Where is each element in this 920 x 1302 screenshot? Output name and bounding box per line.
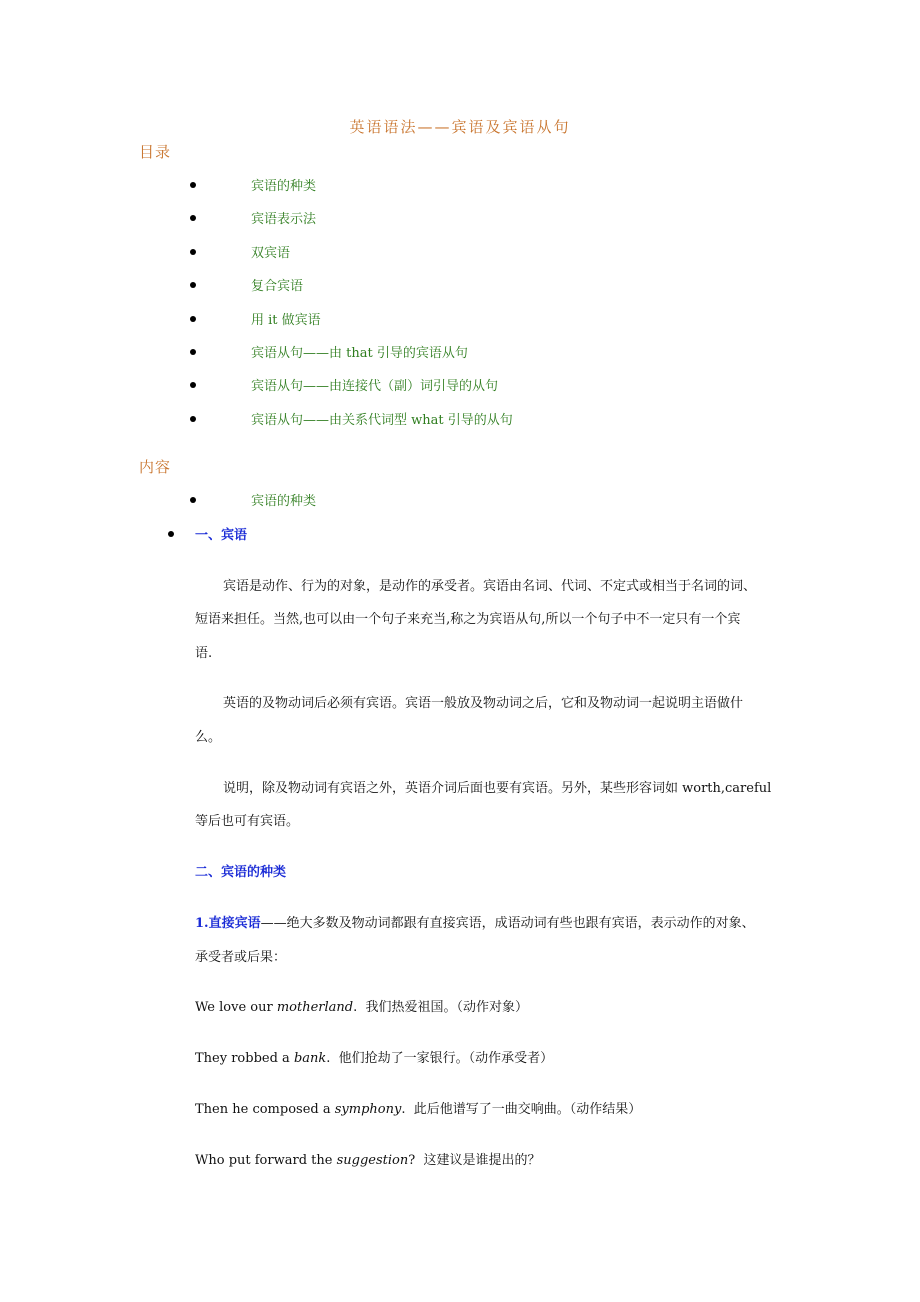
section-heading: 二、宾语的种类 — [195, 865, 287, 880]
example-text: Who put forward the — [195, 1153, 337, 1168]
example-sentence — [195, 1098, 641, 1117]
bullet-icon — [190, 282, 196, 288]
bullet-icon — [190, 182, 196, 188]
example-punct: . — [326, 1051, 331, 1066]
toc-heading: 目录 — [139, 143, 172, 161]
toc-link[interactable]: 宾语的种类 — [251, 179, 317, 194]
paragraph-line: 么。 — [195, 730, 222, 745]
example-text: We love our — [195, 1000, 277, 1015]
bullet-icon — [190, 349, 196, 355]
paragraph-line: 宾语是动作、行为的对象，是动作的承受者。宾语由名词、代词、不定式或相当于名词的词、 — [223, 579, 757, 594]
direct-object-label: 1.直接宾语 — [195, 916, 261, 931]
example-sentence — [195, 1047, 553, 1066]
direct-object-line — [195, 912, 755, 931]
example-translation: 这建议是谁提出的？ — [423, 1153, 541, 1168]
paragraph-line: 承受者或后果： — [195, 950, 287, 965]
direct-object-text: ——绝大多数及物动词都跟有直接宾语，成语动词有些也跟有宾语，表示动作的对象、 — [260, 916, 755, 931]
bullet-icon — [190, 215, 196, 221]
bullet-icon — [190, 249, 196, 255]
paragraph-line: 短语来担任。当然,也可以由一个句子来充当,称之为宾语从句,所以一个句子中不一定只有一个宾 — [195, 612, 741, 627]
example-translation: 他们抢劫了一家银行。（动作承受者） — [338, 1051, 554, 1066]
example-text: They robbed a — [195, 1051, 294, 1066]
paragraph-line: 语. — [195, 646, 213, 661]
example-sentence — [195, 1149, 540, 1168]
toc-link[interactable]: 双宾语 — [251, 246, 291, 261]
paragraph-line: 等后也可有宾语。 — [195, 814, 300, 829]
paragraph-line: 说明，除及物动词有宾语之外，英语介词后面也要有宾语。另外，某些形容词如 worth,careful — [223, 781, 772, 796]
toc-link[interactable]: 用 it 做宾语 — [251, 313, 321, 328]
content-heading: 内容 — [139, 458, 172, 476]
example-punct: ? — [408, 1153, 416, 1168]
example-object: bank — [293, 1051, 327, 1066]
example-object: motherland — [276, 1000, 354, 1015]
content-sub-link[interactable]: 宾语的种类 — [251, 494, 317, 509]
paragraph-line: 英语的及物动词后必须有宾语。宾语一般放及物动词之后，它和及物动词一起说明主语做什 — [223, 696, 744, 711]
toc-link[interactable]: 复合宾语 — [251, 279, 304, 294]
document-title: 英语语法——宾语及宾语从句 — [349, 118, 571, 136]
bullet-icon — [190, 382, 196, 388]
bullet-icon — [190, 497, 196, 503]
example-punct: . — [401, 1102, 406, 1117]
toc-link[interactable]: 宾语从句——由关系代词型 what 引导的从句 — [251, 413, 513, 428]
bullet-icon — [190, 416, 196, 422]
bullet-icon — [190, 316, 196, 322]
example-object: suggestion — [336, 1153, 409, 1168]
toc-link[interactable]: 宾语从句——由 that 引导的宾语从句 — [251, 346, 468, 361]
toc-link[interactable]: 宾语从句——由连接代（副）词引导的从句 — [251, 379, 499, 394]
example-text: Then he composed a — [195, 1102, 335, 1117]
example-punct: . — [353, 1000, 358, 1015]
toc-link[interactable]: 宾语表示法 — [251, 212, 317, 227]
bullet-icon — [168, 531, 174, 537]
example-translation: 此后他谱写了一曲交响曲。（动作结果） — [413, 1102, 642, 1117]
example-object: symphony — [334, 1102, 402, 1117]
section-heading: 一、宾语 — [195, 528, 248, 543]
example-translation: 我们热爱祖国。（动作对象） — [365, 1000, 529, 1015]
example-sentence — [195, 996, 528, 1015]
